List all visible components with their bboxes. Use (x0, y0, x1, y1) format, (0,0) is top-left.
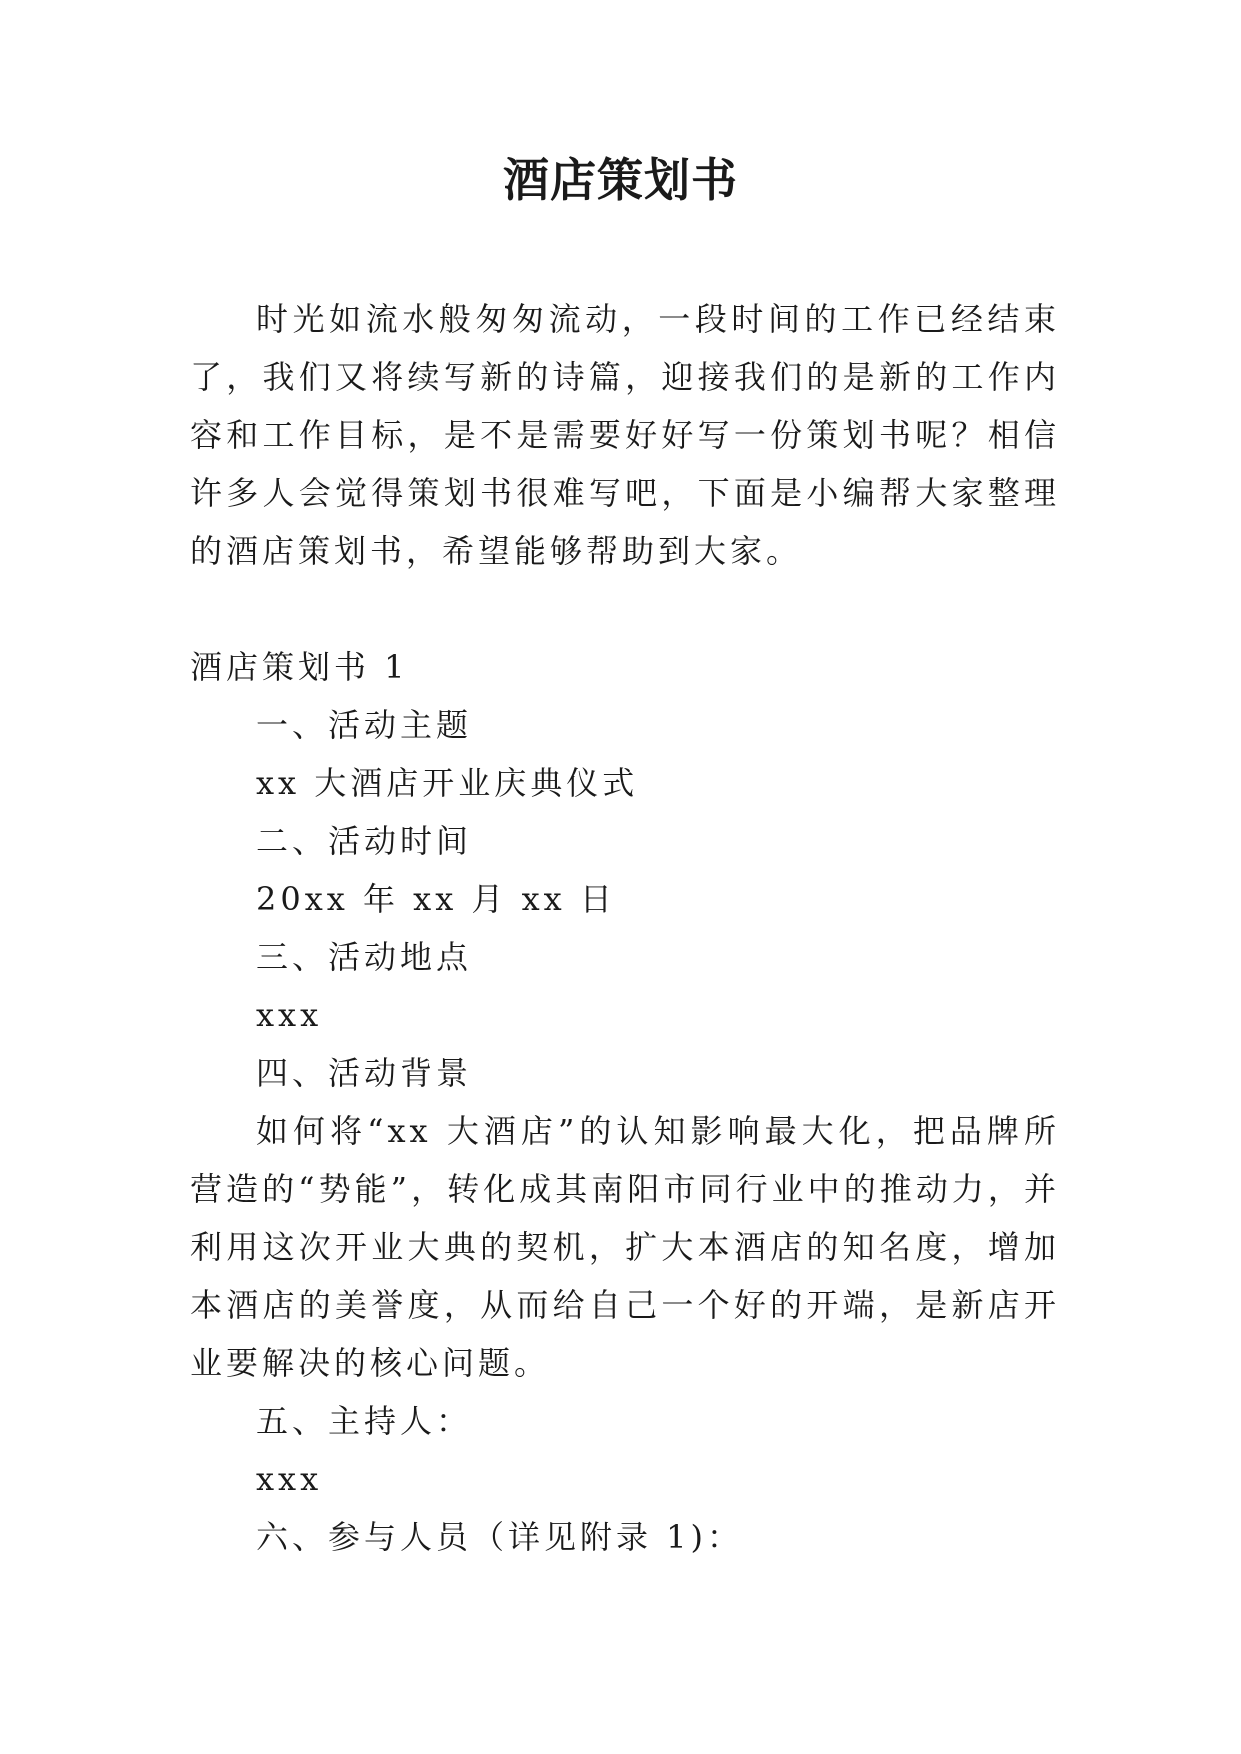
section-heading: 酒店策划书 1 (190, 648, 409, 686)
item-host-value: xxx (256, 1460, 323, 1498)
item-theme-value: xx 大酒店开业庆典仪式 (256, 764, 639, 802)
intro-paragraph: 时光如流水般匆匆流动，一段时间的工作已经结束了，我们又将续写新的诗篇，迎接我们的是新的工作内容和工作目标，是不是需要好好写一份策划书呢？相信许多人会觉得策划书很难写吧，下面是小编帮大家整理的酒店策划书，希望能够帮助到大家。 (190, 300, 1060, 570)
item-location-value: xxx (256, 996, 323, 1034)
item-background-heading: 四、活动背景 (256, 1054, 473, 1092)
item-theme-heading: 一、活动主题 (256, 706, 473, 744)
item-participants-heading: 六、参与人员（详见附录 1)： (256, 1518, 744, 1556)
section-1 (190, 638, 1060, 1566)
item-host-heading: 五、主持人： (256, 1402, 473, 1440)
item-time-value: 20xx 年 xx 月 xx 日 (256, 880, 616, 918)
item-time-heading: 二、活动时间 (256, 822, 473, 860)
background-paragraph: 如何将“xx 大酒店”的认知影响最大化，把品牌所营造的“势能”，转化成其南阳市同行业中的推动力，并利用这次开业大典的契机，扩大本酒店的知名度，增加本酒店的美誉度，从而给自己一个好的开端，是新店开业要解决的核心问题。 (190, 1112, 1060, 1382)
document-title: 酒店策划书 (503, 153, 738, 207)
item-location-heading: 三、活动地点 (256, 938, 473, 976)
